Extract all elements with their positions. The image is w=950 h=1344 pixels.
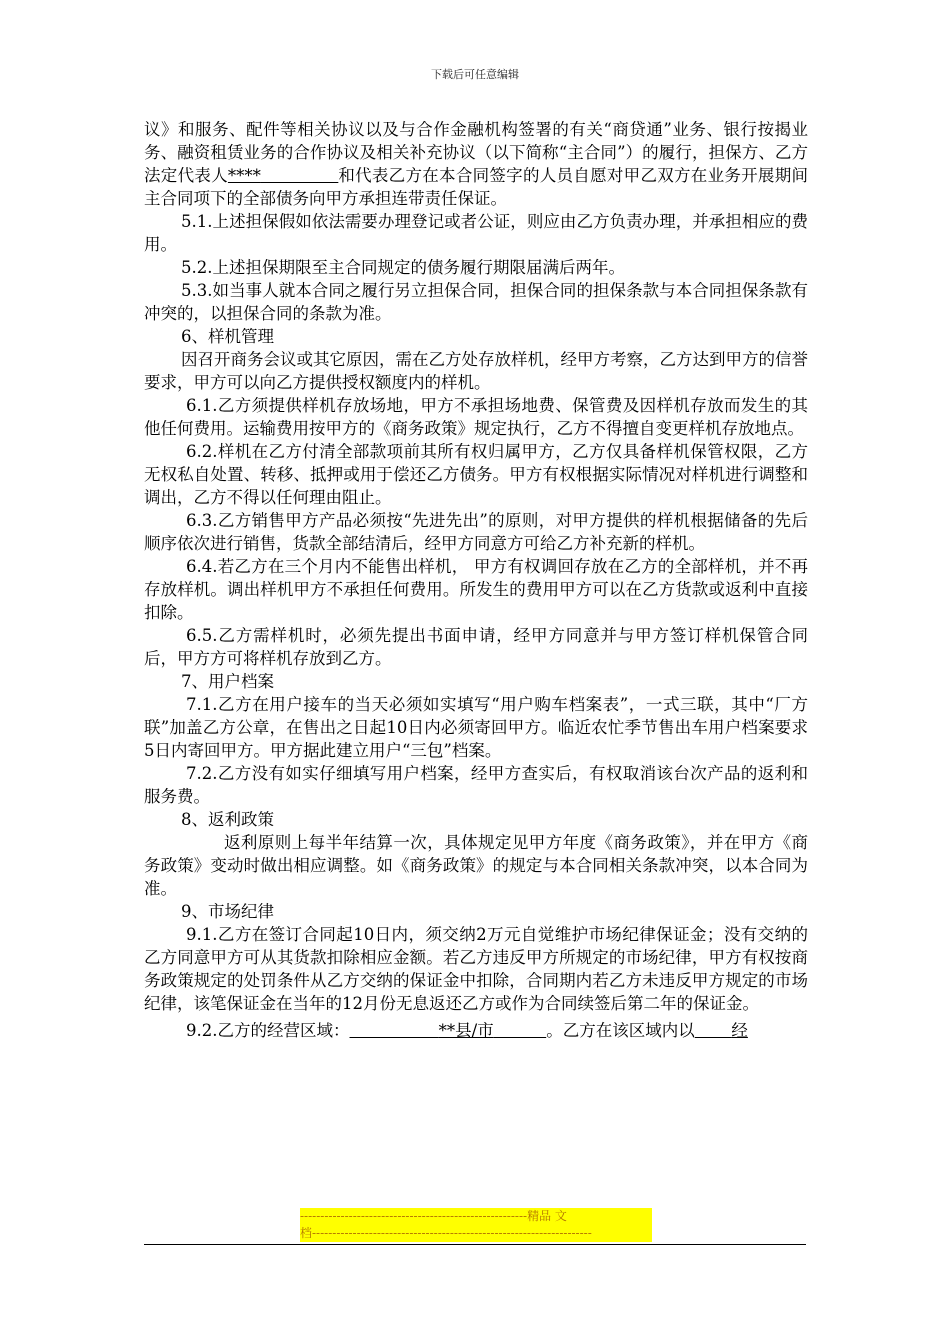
clause-9-2-prefix: 9.2.乙方的经营区域：: [186, 1021, 350, 1040]
paragraph-guarantee-scope: [144, 118, 808, 210]
clause-5-2: 5.2.上述担保期限至主合同规定的债务履行期限届满后两年。: [181, 258, 625, 277]
clause-9-1: 9.1.乙方在签订合同起10日内，须交纳2万元自觉维护市场纪律保证金；没有交纳的乙方同意甲方可从其货款扣除相应金额。若乙方违反甲方所规定的市场纪律，甲方有权按商务政策规定的处罚条件从乙方交纳的保证金中扣除，合同期内若乙方未违反甲方规定的市场纪律，该笔保证金在当年的12月份无息返还乙方或作为合同续签后第二年的保证金。: [144, 925, 808, 1013]
section-heading-9: 9、市场纪律: [181, 902, 274, 921]
paragraph-text: 议》和服务、配件等相关协议以及与合作金融机构签署的有关“商贷通”业务、银行按揭业务、融资租赁业务的合作协议及相关补充协议（以下简称“主合同”）的履行，担保方、乙方法定代表人: [144, 120, 808, 185]
region-blank: [350, 1021, 547, 1040]
clause-7-2: 7.2.乙方没有如实仔细填写用户档案，经甲方查实后，有权取消该台次产品的返利和服务费。: [144, 764, 808, 806]
clause-9-2-tail: [695, 1021, 748, 1040]
clause-6-3: 6.3.乙方销售甲方产品必须按“先进先出”的原则，对甲方提供的样机根据储备的先后顺序依次进行销售，货款全部结清后，经甲方同意方可给乙方补充新的样机。: [144, 511, 808, 553]
clause-6-2: 6.2.样机在乙方付清全部款项前其所有权归属甲方，乙方仅具备样机保管权限，乙方无权私自处置、转移、抵押或用于偿还乙方债务。甲方有权根据实际情况对样机进行调整和调出，乙方不得以任何理由阻止。: [144, 442, 808, 507]
document-body: [144, 118, 808, 1042]
footer-watermark-line-1: --------------------------------------------------------精品 文: [300, 1209, 567, 1223]
section-heading-8: 8、返利政策: [181, 810, 274, 829]
clause-6-1: 6.1.乙方须提供样机存放场地，甲方不承担场地费、保管费及因样机存放而发生的其他任何费用。运输费用按甲方的《商务政策》规定执行，乙方不得擅自变更样机存放地点。: [144, 396, 808, 438]
paragraph-text: 和代表乙方在本合同签字的人员自愿对甲乙双方在业务开展期间主合同项下的全部债务向甲方承担连带责任保证。: [144, 166, 808, 208]
clause-5-1: 5.1.上述担保假如依法需要办理登记或者公证，则应由乙方负责办理，并承担相应的费用。: [144, 212, 808, 254]
footer-watermark-line-2: 档---------------------------------------------------------------------: [300, 1226, 592, 1240]
clause-7-1: 7.1.乙方在用户接车的当天必须如实填写“用户购车档案表”，一式三联，其中“厂方联”加盖乙方公章，在售出之日起10日内必须寄回甲方。临近农忙季节售出车用户档案要求5日内寄回甲方。甲方据此建立用户“三包”档案。: [144, 695, 808, 760]
section-heading-6: 6、样机管理: [181, 327, 274, 346]
section-8-body: 返利原则上每半年结算一次，具体规定见甲方年度《商务政策》，并在甲方《商务政策》变动时做出相应调整。如《商务政策》的规定与本合同相关条款冲突，以本合同为准。: [144, 833, 808, 898]
section-heading-7: 7、用户档案: [181, 672, 274, 691]
clause-9-2-mid: 。乙方在该区域内以: [546, 1021, 695, 1040]
section-6-intro: 因召开商务会议或其它原因，需在乙方处存放样机，经甲方考察，乙方达到甲方的信誉要求，甲方可以向乙方提供授权额度内的样机。: [144, 350, 808, 392]
footer-watermark: [300, 1208, 652, 1242]
clause-6-4: 6.4.若乙方在三个月内不能售出样机， 甲方有权调回存放在乙方的全部样机，并不再存放样机。调出样机甲方不承担任何费用。所发生的费用甲方可以在乙方货款或返利中直接扣除。: [144, 557, 808, 622]
representative-blank: [228, 166, 338, 185]
page-header: 下载后可任意编辑: [431, 68, 519, 81]
region-value: **县/市: [438, 1021, 494, 1040]
clause-9-2: [144, 1019, 808, 1042]
tail-text: 经: [731, 1021, 748, 1040]
clause-6-5: 6.5.乙方需样机时，必须先提出书面申请，经甲方同意并与甲方签订样机保管合同后，甲方方可将样机存放到乙方。: [144, 626, 808, 668]
clause-5-3: 5.3.如当事人就本合同之履行另立担保合同，担保合同的担保条款与本合同担保条款有冲突的，以担保合同的条款为准。: [144, 281, 808, 323]
footer-rule: [144, 1244, 806, 1245]
representative-name: ****: [227, 166, 261, 185]
